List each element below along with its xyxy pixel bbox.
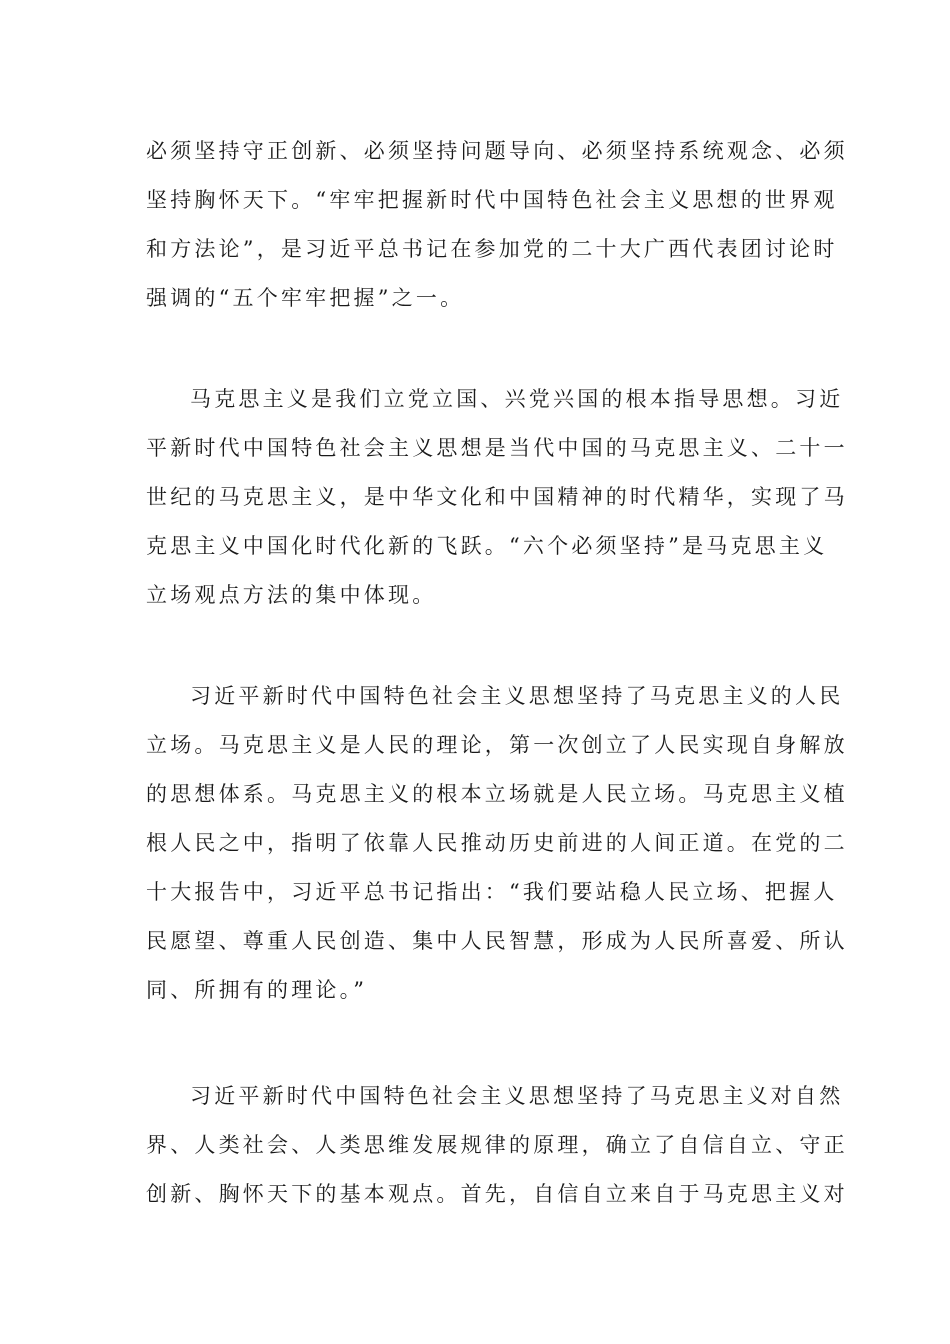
paragraph-line: 必须坚持守正创新、必须坚持问题导向、必须坚持系统观念、必须 [146,139,848,163]
paragraph-line: 十大报告中，习近平总书记指出：“我们要站稳人民立场、把握人 [146,880,838,904]
paragraph-3 [146,672,848,1015]
paragraph-line: 界、人类社会、人类思维发展规律的原理，确立了自信自立、守正 [146,1133,848,1157]
paragraph-line: 立场。马克思主义是人民的理论，第一次创立了人民实现自身解放 [146,733,848,757]
paragraph-line: 克思主义中国化时代化新的飞跃。“六个必须坚持”是马克思主义 [146,534,828,558]
paragraph-2 [146,375,848,620]
paragraph-line: 马克思主义是我们立党立国、兴党兴国的根本指导思想。习近 [190,387,844,411]
paragraph-line: 同、所拥有的理论。” [146,978,368,1002]
paragraph-line: 根人民之中，指明了依靠人民推动历史前进的人间正道。在党的二 [146,831,848,855]
paragraph-line: 的思想体系。马克思主义的根本立场就是人民立场。马克思主义植 [146,782,848,806]
paragraph-line: 世纪的马克思主义，是中华文化和中国精神的时代精华，实现了马 [146,485,848,509]
paragraph-line: 立场观点方法的集中体现。 [146,583,437,607]
paragraph-line: 民愿望、尊重人民创造、集中人民智慧，形成为人民所喜爱、所认 [146,929,848,953]
paragraph-1 [146,127,848,323]
paragraph-line: 习近平新时代中国特色社会主义思想坚持了马克思主义对自然 [190,1084,844,1108]
paragraph-line: 创新、胸怀天下的基本观点。首先，自信自立来自于马克思主义对 [146,1182,848,1206]
paragraph-line: 习近平新时代中国特色社会主义思想坚持了马克思主义的人民 [190,684,844,708]
paragraph-line: 和方法论”，是习近平总书记在参加党的二十大广西代表团讨论时 [146,237,838,261]
paragraph-line: 平新时代中国特色社会主义思想是当代中国的马克思主义、二十一 [146,436,848,460]
paragraph-4 [146,1072,848,1219]
paragraph-line: 坚持胸怀天下。“牢牢把握新时代中国特色社会主义思想的世界观 [146,188,838,212]
paragraph-line: 强调的“五个牢牢把握”之一。 [146,286,465,310]
